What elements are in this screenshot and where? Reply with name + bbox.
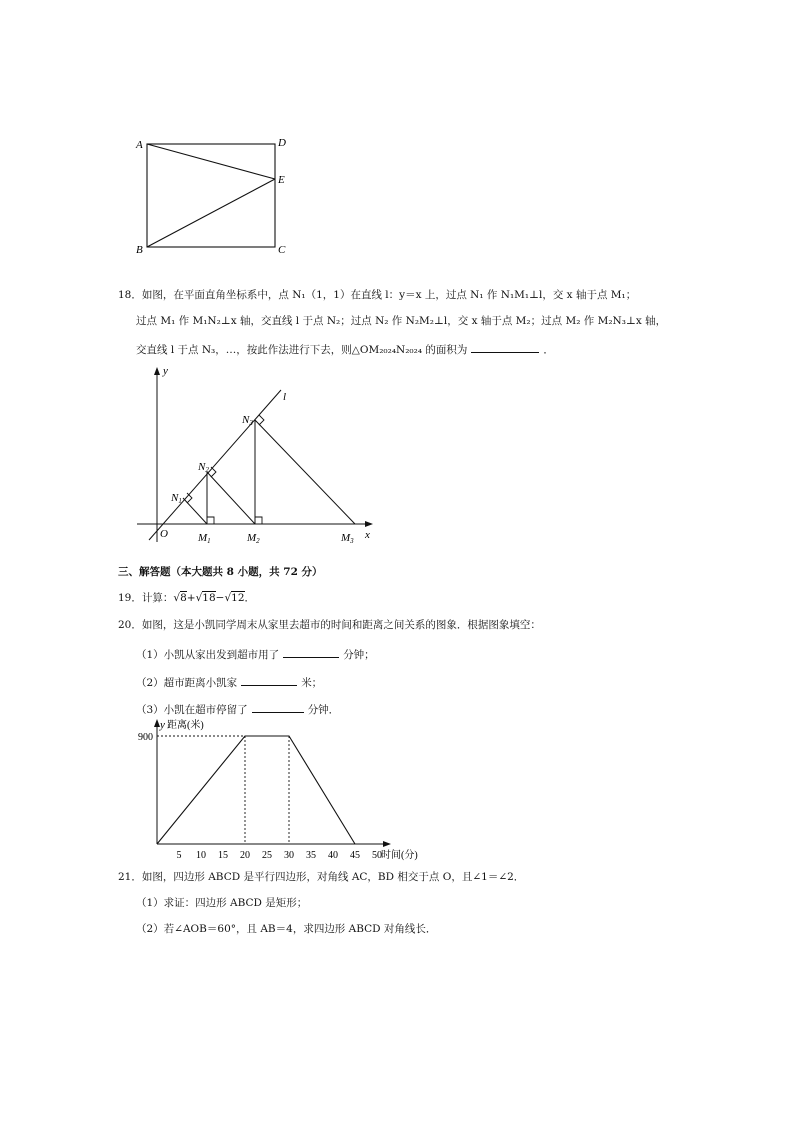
q18-line-2: 过点 M₁ 作 M₁N₂⊥x 轴，交直线 l 于点 N₂；过点 N₂ 作 N₂M₂⊥l，交 x 轴于点 M₂；过点 M₂ 作 M₂N₃⊥x 轴， — [136, 315, 667, 327]
label-D: D — [278, 137, 286, 149]
x-tick-label: 20 — [240, 850, 250, 861]
chart-series-line — [157, 736, 355, 844]
x-tick-label: 25 — [262, 850, 272, 861]
label-E: E — [278, 174, 285, 186]
line-l — [149, 390, 281, 540]
label-l: l — [283, 391, 287, 403]
chart-ticks — [138, 732, 382, 861]
q21-sub-1: （1）求证：四边形 ABCD 是矩形； — [136, 897, 308, 909]
label-N2: N2 — [198, 461, 209, 474]
x-axis-arrow — [365, 521, 373, 527]
segment-N1M1 — [183, 498, 207, 524]
label-O: O — [160, 528, 168, 540]
label-A: A — [136, 139, 143, 151]
label-M1: M1 — [198, 532, 211, 545]
y-axis-arrow — [154, 367, 160, 375]
q19-radicand-1: 8 — [180, 592, 187, 604]
right-angle-M1 — [207, 517, 214, 524]
q19-radicand-3: 12 — [231, 592, 245, 604]
q18-coordinate-figure — [135, 362, 385, 548]
x-tick-label: 35 — [306, 850, 316, 861]
q19-op-1: + — [186, 592, 196, 604]
chart-y-axis-label: 距离(米) — [167, 720, 204, 731]
q18-line-3 — [136, 341, 554, 357]
q19 — [118, 591, 255, 605]
q20-sub-1 — [136, 646, 375, 662]
square-outline — [147, 144, 275, 247]
label-M2: M2 — [247, 532, 260, 545]
label-x: x — [365, 529, 370, 541]
chart-x-axis-label: 时间(分) — [381, 850, 418, 861]
q20-sub-2-text: （2）超市距离小凯家 — [136, 677, 238, 689]
q20-distance-time-chart — [125, 712, 445, 868]
q21-intro: 21．如图，四边形 ABCD 是平行四边形，对角线 AC，BD 相交于点 O，且∠1＝∠2． — [118, 871, 525, 883]
q20-blank-2[interactable] — [241, 674, 297, 686]
x-tick-label: 45 — [350, 850, 360, 861]
q20-sub-3-end: 分钟． — [307, 704, 340, 716]
x-tick-label: 10 — [196, 850, 206, 861]
label-N3: N3 — [242, 414, 253, 427]
q19-op-2: − — [215, 592, 225, 604]
q19-prefix: 19．计算： — [118, 592, 174, 604]
q18-line-3-end: ． — [543, 344, 554, 356]
q18-line-1: 18．如图，在平面直角坐标系中，点 N₁（1，1）在直线 l：y＝x 上，过点 N₁ 作 N₁M₁⊥l，交 x 轴于点 M₁； — [118, 289, 637, 301]
x-tick-label: 50 — [372, 850, 382, 861]
right-angle-N3 — [259, 415, 264, 425]
q20-sub-2-end: 米； — [301, 677, 323, 689]
q20-sub-2 — [136, 674, 322, 690]
label-y: y — [163, 365, 168, 377]
segment-BE — [147, 179, 275, 247]
label-M3: M3 — [341, 532, 354, 545]
x-tick-label: 5 — [176, 850, 182, 861]
sqrt-symbol-3: √ — [224, 592, 232, 604]
segment-N3M3 — [255, 420, 355, 524]
q20-blank-1[interactable] — [283, 646, 339, 658]
q20-intro: 20．如图，这是小凯同学周末从家里去超市的时间和距离之间关系的图象．根据图象填空： — [118, 619, 541, 631]
q20-sub-1-end: 分钟； — [343, 649, 375, 661]
segment-N2M2 — [207, 472, 255, 524]
sqrt-symbol-2: √ — [195, 592, 203, 604]
chart-x-axis-arrow — [383, 841, 391, 847]
q18-line-3-text: 交直线 l 于点 N₃，…，按此作法进行下去，则△OM₂₀₂₄N₂₀₂₄ 的面积为 — [136, 344, 468, 356]
x-tick-label: 30 — [284, 850, 294, 861]
q19-end: ． — [244, 592, 256, 604]
label-B: B — [136, 244, 143, 254]
label-C: C — [278, 244, 286, 254]
x-tick-label: 15 — [218, 850, 228, 861]
chart-guides — [157, 736, 289, 844]
q20-sub-3-text: （3）小凯在超市停留了 — [136, 704, 248, 716]
label-N1: N1 — [171, 492, 182, 505]
x-tick-label: 40 — [328, 850, 338, 861]
right-angle-M2 — [255, 517, 262, 524]
section-3-heading: 三、解答题（本大题共 8 小题，共 72 分） — [118, 566, 323, 578]
y-tick-label: 900 — [138, 732, 153, 743]
q20-sub-1-text: （1）小凯从家出发到超市用了 — [136, 649, 280, 661]
q21-sub-2: （2）若∠AOB＝60°，且 AB＝4，求四边形 ABCD 对角线长． — [136, 923, 437, 935]
q18-answer-blank[interactable] — [471, 341, 539, 353]
q19-radicand-2: 18 — [202, 592, 216, 604]
sqrt-symbol-1: √ — [173, 592, 181, 604]
segment-AE — [147, 144, 275, 179]
chart-y-axis-letter: y — [160, 719, 165, 731]
square-figure — [130, 132, 300, 254]
